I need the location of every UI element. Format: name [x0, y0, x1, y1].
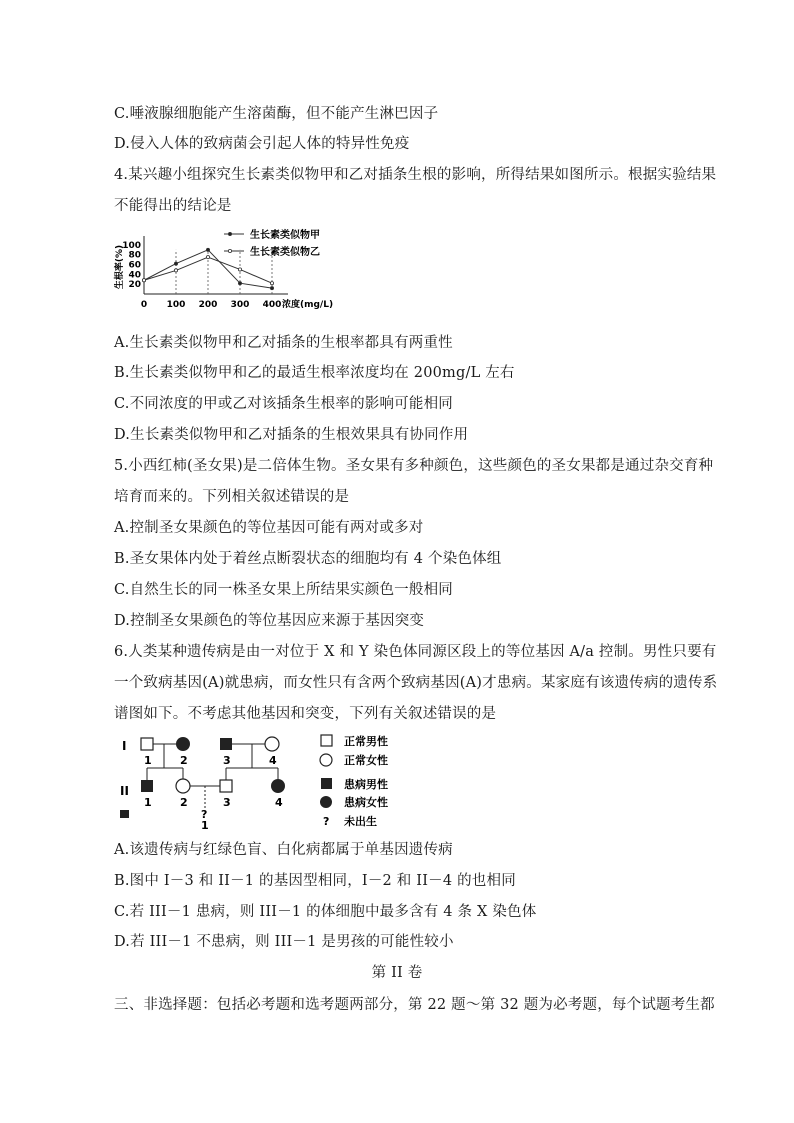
series-2-point — [142, 279, 145, 282]
legend-marker-1 — [228, 232, 231, 235]
legend-normal-female-label: 正常女性 — [344, 754, 388, 767]
series-2-point — [206, 256, 209, 259]
q4-option-c: C.不同浓度的甲或乙对该插条生根率的影响可能相同 — [114, 396, 453, 412]
q5-option-d: D.控制圣女果颜色的等位基因应来源于基因突变 — [114, 613, 425, 629]
legend-label-1: 生长素类似物甲 — [250, 230, 320, 241]
q4-option-a: A.生长素类似物甲和乙对插条的生根率都具有两重性 — [114, 335, 453, 351]
series-1-point — [174, 262, 177, 265]
rooting-rate-chart — [112, 224, 352, 328]
I-3-affected-male — [220, 738, 232, 750]
q6-option-a: A.该遗传病与红绿色盲、白化病都属于单基因遗传病 — [114, 842, 453, 858]
legend-label-2: 生长素类似物乙 — [250, 247, 320, 258]
pedigree-diagram — [112, 730, 412, 834]
q5-stem-line2: 培育而来的。下列相关叙述错误的是 — [114, 489, 350, 505]
y-tick-label: 80 — [128, 250, 141, 261]
generation-label-I: I — [122, 739, 127, 753]
q6-option-b: B.图中 I－3 和 II－1 的基因型相同，I－2 和 II－4 的也相同 — [114, 873, 516, 889]
legend-normal-female-symbol — [320, 754, 332, 766]
q5-stem-line1: 5.小西红柿(圣女果)是二倍体生物。圣女果有多种颜色，这些颜色的圣女果都是通过杂交育种 — [114, 458, 714, 474]
legend-affected-female-symbol — [320, 796, 332, 808]
II-2-normal-female — [176, 779, 190, 793]
II-2-number: 2 — [180, 796, 188, 809]
q3-option-d: D.侵入人体的致病菌会引起人体的特异性免疫 — [114, 136, 410, 152]
x-axis-label: 浓度(mg/L) — [282, 300, 334, 310]
II-1-affected-male — [141, 780, 153, 792]
series-2-point — [174, 269, 177, 272]
q4-option-b: B.生长素类似物甲和乙的最适生根率浓度均在 200mg/L 左右 — [114, 365, 515, 381]
legend-normal-male-symbol — [321, 735, 332, 746]
x-tick-label: 200 — [198, 300, 218, 310]
y-tick-label: 60 — [128, 260, 141, 271]
I-1-normal-male — [141, 738, 153, 750]
y-tick-label: 40 — [128, 270, 141, 281]
II-4-affected-female — [271, 779, 285, 793]
III-1-number: 1 — [201, 819, 209, 832]
q5-option-b: B.圣女果体内处于着丝点断裂状态的细胞均有 4 个染色体组 — [114, 551, 502, 567]
legend-affected-male-symbol — [321, 778, 332, 789]
q4-option-d: D.生长素类似物甲和乙对插条的生根效果具有协同作用 — [114, 427, 469, 443]
series-1-point — [238, 282, 241, 285]
q6-option-d: D.若 III－1 不患病，则 III－1 是男孩的可能性较小 — [114, 934, 454, 950]
series-1-point — [270, 287, 273, 290]
I-3-number: 3 — [223, 754, 231, 767]
II-3-normal-male — [220, 780, 232, 792]
section-instructions: 三、非选择题：包括必考题和选考题两部分，第 22 题～第 32 题为必考题，每个试题考生都 — [114, 997, 715, 1013]
section-title: 第 II 卷 — [371, 965, 423, 981]
I-4-normal-female — [265, 737, 279, 751]
I-2-affected-female — [176, 737, 190, 751]
y-tick-label: 100 — [122, 240, 141, 251]
x-tick-label: 300 — [230, 300, 250, 310]
legend-normal-male-label: 正常男性 — [344, 735, 388, 748]
q4-stem-line1: 4.某兴趣小组探究生长素类似物甲和乙对插条生根的影响，所得结果如图所示。根据实验结果 — [114, 167, 717, 183]
q6-stem-line2: 一个致病基因(A)就患病，而女性只有含两个致病基因(A)才患病。某家庭有该遗传病的遗传系 — [114, 675, 718, 691]
generation-label-III — [120, 810, 129, 818]
q3-option-c: C.唾液腺细胞能产生溶菌酶，但不能产生淋巴因子 — [114, 106, 439, 122]
I-1-number: 1 — [144, 754, 152, 767]
y-tick-label: 20 — [128, 280, 141, 291]
generation-label-II: II — [120, 784, 129, 798]
series-2-point — [238, 268, 241, 271]
q6-option-c: C.若 III－1 患病，则 III－1 的体细胞中最多含有 4 条 X 染色体 — [114, 904, 537, 920]
II-3-number: 3 — [223, 796, 231, 809]
q4-stem-line2: 不能得出的结论是 — [114, 198, 232, 214]
x-tick-label: 100 — [166, 300, 186, 310]
x-tick-label: 400 — [262, 300, 282, 310]
q6-stem-line1: 6.人类某种遗传病是由一对位于 X 和 Y 染色体同源区段上的等位基因 A/a 控制。男性只要有 — [114, 644, 717, 660]
I-4-number: 4 — [269, 754, 277, 767]
I-2-number: 2 — [180, 754, 188, 767]
legend-unborn-label: 未出生 — [344, 815, 377, 828]
legend-affected-female-label: 患病女性 — [344, 796, 388, 809]
legend-affected-male-label: 患病男性 — [344, 778, 388, 791]
series-2-point — [270, 282, 273, 285]
series-1-point — [206, 248, 209, 251]
legend-unborn-symbol: ? — [323, 815, 330, 828]
y-axis-label: 生根率(%) — [115, 244, 125, 290]
II-1-number: 1 — [144, 796, 152, 809]
q5-option-c: C.自然生长的同一株圣女果上所结果实颜色一般相同 — [114, 582, 453, 598]
legend-marker-2 — [228, 249, 231, 252]
q5-option-a: A.控制圣女果颜色的等位基因可能有两对或多对 — [114, 520, 424, 536]
x-tick-label: 0 — [140, 300, 148, 310]
III-1-unborn-mark: ? — [201, 808, 208, 821]
q6-stem-line3: 谱图如下。不考虑其他基因和突变，下列有关叙述错误的是 — [114, 706, 497, 722]
II-4-number: 4 — [275, 796, 283, 809]
